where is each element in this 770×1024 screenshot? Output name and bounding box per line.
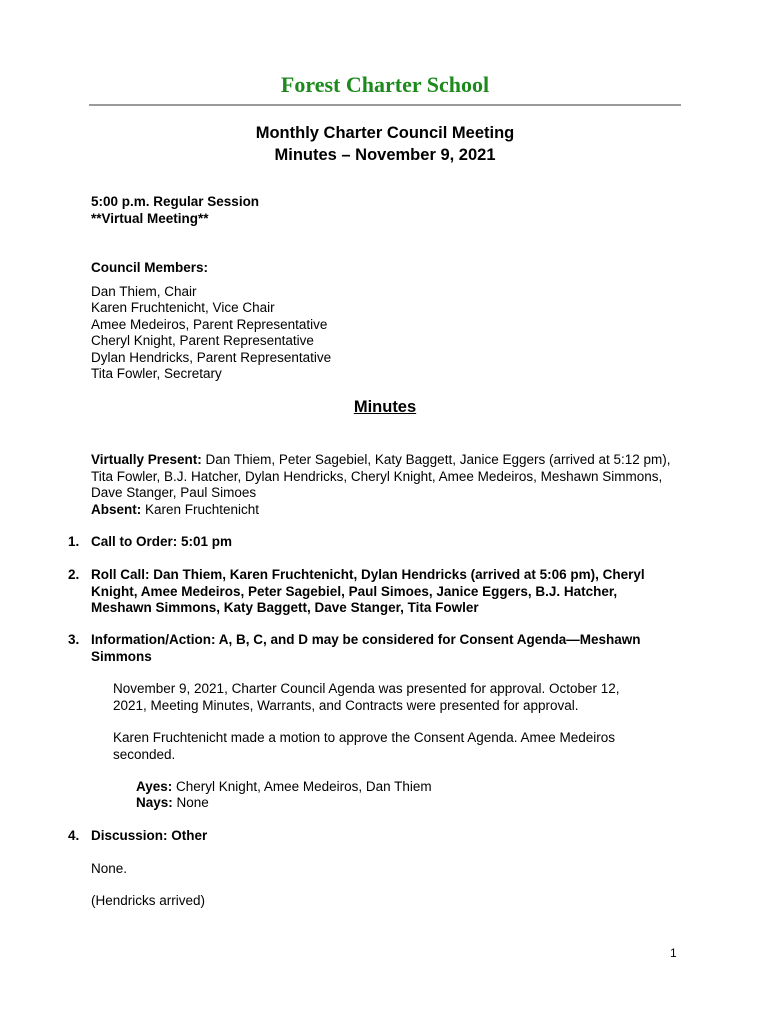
title-divider bbox=[89, 104, 681, 106]
council-member: Dylan Hendricks, Parent Representative bbox=[91, 349, 332, 365]
item-number: 4. bbox=[68, 828, 80, 843]
absent-label: Absent: bbox=[91, 501, 142, 517]
council-member: Cheryl Knight, Parent Representative bbox=[91, 333, 314, 348]
meeting-title: Monthly Charter Council Meeting bbox=[255, 124, 515, 142]
council-member: Tita Fowler, Secretary bbox=[91, 366, 222, 381]
item-number: 3. bbox=[68, 632, 80, 647]
school-name: Forest Charter School bbox=[280, 72, 490, 97]
item3-paragraph-agenda: November 9, 2021, Charter Council Agenda was presented for approval. October 12, 2021, Meeting Minutes, Warrants, and Contracts were presented for approval. bbox=[113, 681, 620, 713]
minutes-heading: Minutes bbox=[353, 398, 417, 416]
ayes-label: Ayes: bbox=[136, 779, 173, 794]
item-title-call-to-order: Call to Order: 5:01 pm bbox=[91, 534, 233, 549]
item-number: 2. bbox=[68, 567, 80, 582]
council-member: Amee Medeiros, Parent Representative bbox=[91, 316, 328, 332]
session-time: 5:00 p.m. Regular Session bbox=[91, 194, 260, 209]
item-title-discussion: Discussion: Other bbox=[91, 828, 208, 843]
nays-line bbox=[136, 795, 209, 812]
nays-names: None bbox=[172, 795, 209, 810]
page-number: 1 bbox=[670, 946, 677, 960]
item4-paragraph-none: None. bbox=[91, 861, 128, 876]
absent-line bbox=[91, 502, 671, 519]
item-number: 1. bbox=[68, 534, 80, 549]
council-member: Dan Thiem, Chair bbox=[91, 283, 197, 299]
session-info bbox=[91, 194, 671, 227]
attendance bbox=[91, 452, 671, 518]
item-title-information-action: Information/Action: A, B, C, and D may be considered for Consent Agenda—Meshawn Simmons bbox=[91, 632, 641, 664]
council-members bbox=[91, 260, 671, 383]
present-line bbox=[91, 452, 671, 502]
item3-paragraph-motion: Karen Fruchtenicht made a motion to approve the Consent Agenda. Amee Medeiros seconded. bbox=[113, 730, 616, 762]
council-member: Karen Fruchtenicht, Vice Chair bbox=[91, 300, 275, 315]
item-title-roll-call: Roll Call: Dan Thiem, Karen Fruchtenicht, Dylan Hendricks (arrived at 5:06 pm), Cheryl Knight, Amee Medeiros, Peter Sagebiel, Paul Simoes, Janice Eggers, B.J. Hatcher, Meshawn Simmons, Katy Baggett, Dave Stanger, Tita Fowler bbox=[91, 567, 645, 615]
ayes-names: Cheryl Knight, Amee Medeiros, Dan Thiem bbox=[172, 779, 432, 794]
meeting-title-block bbox=[0, 122, 770, 166]
ayes-line bbox=[136, 779, 432, 796]
present-label: Virtually Present: bbox=[91, 452, 202, 467]
meeting-date: Minutes – November 9, 2021 bbox=[274, 146, 496, 164]
present-names: Dan Thiem, Peter Sagebiel, Katy Baggett, Janice Eggers (arrived at 5:12 pm), Tita Fowler, B.J. Hatcher, Dylan Hendricks, Cheryl Knight, Amee Medeiros, Meshawn Simmons, Dave Stanger, Paul Simoes bbox=[91, 452, 671, 500]
council-heading: Council Members: bbox=[91, 260, 209, 275]
item4-paragraph-arrival: (Hendricks arrived) bbox=[91, 893, 206, 908]
nays-label: Nays: bbox=[136, 795, 173, 810]
session-type: **Virtual Meeting** bbox=[91, 210, 209, 226]
absent-names: Karen Fruchtenicht bbox=[141, 501, 260, 517]
